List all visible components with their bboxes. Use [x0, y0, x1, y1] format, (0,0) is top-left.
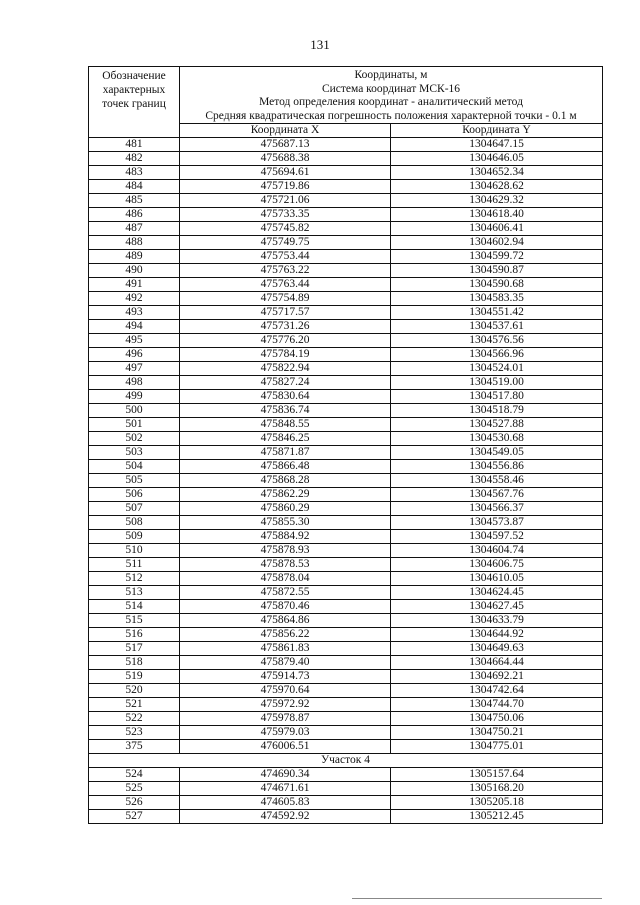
coord-x-cell: 475687.13 — [180, 138, 391, 152]
table-row — [89, 698, 603, 712]
coord-y-cell: 1304590.68 — [391, 278, 603, 292]
table-row — [89, 250, 603, 264]
coord-x-cell: 475878.53 — [180, 558, 391, 572]
coord-x-cell: 475878.93 — [180, 544, 391, 558]
coords-title: Координаты, м — [354, 69, 428, 81]
point-id-cell: 490 — [89, 264, 180, 278]
point-id-cell: 505 — [89, 474, 180, 488]
point-id-cell: 516 — [89, 628, 180, 642]
point-id-cell: 483 — [89, 166, 180, 180]
table-row — [89, 768, 603, 782]
coord-y-cell: 1304599.72 — [391, 250, 603, 264]
table-row — [89, 460, 603, 474]
coord-y-cell: 1304597.52 — [391, 530, 603, 544]
point-id-cell: 520 — [89, 684, 180, 698]
point-id-cell: 507 — [89, 502, 180, 516]
coord-y-cell: 1304606.41 — [391, 222, 603, 236]
coord-y-cell: 1304517.80 — [391, 390, 603, 404]
coord-x-cell: 475721.06 — [180, 194, 391, 208]
coord-y-cell: 1304633.79 — [391, 614, 603, 628]
coord-y-cell: 1304647.15 — [391, 138, 603, 152]
table-row — [89, 544, 603, 558]
section-row — [89, 754, 603, 768]
coord-x-cell: 475868.28 — [180, 474, 391, 488]
coord-y-cell: 1304604.74 — [391, 544, 603, 558]
point-id-cell: 495 — [89, 334, 180, 348]
table-row — [89, 488, 603, 502]
table-row — [89, 222, 603, 236]
coord-x-cell: 475753.44 — [180, 250, 391, 264]
point-id-cell: 519 — [89, 670, 180, 684]
coord-x-cell: 475884.92 — [180, 530, 391, 544]
coord-x-cell: 475862.29 — [180, 488, 391, 502]
coord-y-cell: 1304652.34 — [391, 166, 603, 180]
table-row — [89, 726, 603, 740]
table-row — [89, 502, 603, 516]
coord-x-cell: 475870.46 — [180, 600, 391, 614]
coord-x-cell: 475784.19 — [180, 348, 391, 362]
point-id-cell: 501 — [89, 418, 180, 432]
point-id-cell: 492 — [89, 292, 180, 306]
coord-y-cell: 1304537.61 — [391, 320, 603, 334]
table-row — [89, 474, 603, 488]
table-row — [89, 320, 603, 334]
coord-x-cell: 475860.29 — [180, 502, 391, 516]
coord-x-cell: 475861.83 — [180, 642, 391, 656]
coord-y-cell: 1304629.32 — [391, 194, 603, 208]
coord-y-cell: 1304692.21 — [391, 670, 603, 684]
point-id-cell: 502 — [89, 432, 180, 446]
coord-x-cell: 475848.55 — [180, 418, 391, 432]
table-row — [89, 138, 603, 152]
coord-y-cell: 1304530.68 — [391, 432, 603, 446]
coord-x-cell: 475856.22 — [180, 628, 391, 642]
table-row — [89, 684, 603, 698]
coord-y-cell: 1304566.37 — [391, 502, 603, 516]
section-label: Участок 4 — [89, 754, 603, 768]
point-id-cell: 481 — [89, 138, 180, 152]
point-id-cell: 493 — [89, 306, 180, 320]
table-row — [89, 796, 603, 810]
coord-y-cell: 1305205.18 — [391, 796, 603, 810]
table-row — [89, 670, 603, 684]
table-row — [89, 558, 603, 572]
coord-y-cell: 1304606.75 — [391, 558, 603, 572]
header-label-line: точек границ — [102, 98, 166, 110]
point-designation-header — [89, 67, 180, 138]
coord-x-cell: 475830.64 — [180, 390, 391, 404]
table-row — [89, 572, 603, 586]
header-label-line: характерных — [102, 84, 166, 96]
table-row — [89, 152, 603, 166]
table-row — [89, 418, 603, 432]
coord-y-cell: 1304566.96 — [391, 348, 603, 362]
coord-x-cell: 475878.04 — [180, 572, 391, 586]
table-row — [89, 180, 603, 194]
point-id-cell: 508 — [89, 516, 180, 530]
coord-x-cell: 474671.61 — [180, 782, 391, 796]
coord-y-cell: 1304627.45 — [391, 600, 603, 614]
table-row — [89, 600, 603, 614]
coord-x-cell: 475749.75 — [180, 236, 391, 250]
table-row — [89, 614, 603, 628]
coord-x-cell: 475972.92 — [180, 698, 391, 712]
coord-y-cell: 1304556.86 — [391, 460, 603, 474]
coord-y-cell: 1304610.05 — [391, 572, 603, 586]
coord-y-cell: 1304558.46 — [391, 474, 603, 488]
coord-method: Метод определения координат - аналитический метод — [259, 96, 523, 108]
point-id-cell: 514 — [89, 600, 180, 614]
coord-y-cell: 1304649.63 — [391, 642, 603, 656]
point-id-cell: 515 — [89, 614, 180, 628]
point-id-cell: 512 — [89, 572, 180, 586]
coord-x-cell: 475763.22 — [180, 264, 391, 278]
point-id-cell: 482 — [89, 152, 180, 166]
coord-y-cell: 1304628.62 — [391, 180, 603, 194]
col-x-header: Координата X — [180, 124, 391, 138]
coord-x-cell: 475719.86 — [180, 180, 391, 194]
table-row — [89, 292, 603, 306]
point-id-cell: 503 — [89, 446, 180, 460]
coord-x-cell: 474592.92 — [180, 810, 391, 824]
point-id-cell: 509 — [89, 530, 180, 544]
point-id-cell: 524 — [89, 768, 180, 782]
coordinates-table — [88, 66, 603, 824]
coord-x-cell: 476006.51 — [180, 740, 391, 754]
coord-x-cell: 475879.40 — [180, 656, 391, 670]
coord-x-cell: 475855.30 — [180, 516, 391, 530]
table-row — [89, 362, 603, 376]
coord-x-cell: 475763.44 — [180, 278, 391, 292]
coord-system: Система координат МСК-16 — [321, 82, 461, 95]
coord-y-cell: 1304750.21 — [391, 726, 603, 740]
coord-y-cell: 1304551.42 — [391, 306, 603, 320]
coord-x-cell: 475733.35 — [180, 208, 391, 222]
coord-x-cell: 475871.87 — [180, 446, 391, 460]
point-id-cell: 486 — [89, 208, 180, 222]
point-id-cell: 487 — [89, 222, 180, 236]
point-id-cell: 527 — [89, 810, 180, 824]
coord-y-cell: 1304744.70 — [391, 698, 603, 712]
coord-y-cell: 1304583.35 — [391, 292, 603, 306]
table-row — [89, 208, 603, 222]
coord-x-cell: 475822.94 — [180, 362, 391, 376]
coord-y-cell: 1304567.76 — [391, 488, 603, 502]
page-number: 131 — [310, 37, 330, 52]
table-header-row — [89, 67, 603, 124]
point-id-cell: 510 — [89, 544, 180, 558]
coord-y-cell: 1304624.45 — [391, 586, 603, 600]
point-id-cell: 375 — [89, 740, 180, 754]
coord-x-cell: 475827.24 — [180, 376, 391, 390]
coord-y-cell: 1304524.01 — [391, 362, 603, 376]
coord-x-cell: 475846.25 — [180, 432, 391, 446]
coord-y-cell: 1304618.40 — [391, 208, 603, 222]
coord-y-cell: 1304519.00 — [391, 376, 603, 390]
table-row — [89, 236, 603, 250]
coord-x-cell: 475866.48 — [180, 460, 391, 474]
coord-x-cell: 475688.38 — [180, 152, 391, 166]
coord-y-cell: 1304775.01 — [391, 740, 603, 754]
point-id-cell: 521 — [89, 698, 180, 712]
table-row — [89, 432, 603, 446]
coord-accuracy: Средняя квадратическая погрешность положения характерной точки - 0.1 м — [205, 109, 577, 122]
point-id-cell: 500 — [89, 404, 180, 418]
point-id-cell: 484 — [89, 180, 180, 194]
table-row — [89, 516, 603, 530]
table-row — [89, 740, 603, 754]
table-row — [89, 278, 603, 292]
page-edge-line — [352, 898, 602, 899]
coord-y-cell: 1304576.56 — [391, 334, 603, 348]
coord-y-cell: 1305157.64 — [391, 768, 603, 782]
point-id-cell: 513 — [89, 586, 180, 600]
table-row — [89, 306, 603, 320]
table-row — [89, 656, 603, 670]
table-row — [89, 446, 603, 460]
coord-y-cell: 1304549.05 — [391, 446, 603, 460]
table-row — [89, 810, 603, 824]
coord-x-cell: 475978.87 — [180, 712, 391, 726]
table-row — [89, 782, 603, 796]
coord-y-cell: 1305168.20 — [391, 782, 603, 796]
coord-x-cell: 475914.73 — [180, 670, 391, 684]
coord-x-cell: 475745.82 — [180, 222, 391, 236]
coord-y-cell: 1304644.92 — [391, 628, 603, 642]
point-id-cell: 496 — [89, 348, 180, 362]
coord-y-cell: 1304573.87 — [391, 516, 603, 530]
table-row — [89, 628, 603, 642]
coord-y-cell: 1304518.79 — [391, 404, 603, 418]
point-id-cell: 518 — [89, 656, 180, 670]
point-id-cell: 489 — [89, 250, 180, 264]
table-row — [89, 348, 603, 362]
coord-x-cell: 475754.89 — [180, 292, 391, 306]
coordinates-header — [180, 67, 603, 124]
table-row — [89, 390, 603, 404]
coord-x-cell: 475864.86 — [180, 614, 391, 628]
coord-x-cell: 474605.83 — [180, 796, 391, 810]
table-row — [89, 586, 603, 600]
point-id-cell: 517 — [89, 642, 180, 656]
coord-y-cell: 1304527.88 — [391, 418, 603, 432]
table-row — [89, 194, 603, 208]
coord-y-cell: 1304590.87 — [391, 264, 603, 278]
coord-y-cell: 1304602.94 — [391, 236, 603, 250]
point-id-cell: 522 — [89, 712, 180, 726]
coord-y-cell: 1305212.45 — [391, 810, 603, 824]
point-id-cell: 499 — [89, 390, 180, 404]
point-id-cell: 497 — [89, 362, 180, 376]
table-row — [89, 264, 603, 278]
table-row — [89, 530, 603, 544]
coord-x-cell: 475872.55 — [180, 586, 391, 600]
coord-x-cell: 475979.03 — [180, 726, 391, 740]
point-id-cell: 498 — [89, 376, 180, 390]
coord-x-cell: 475836.74 — [180, 404, 391, 418]
coord-y-cell: 1304664.44 — [391, 656, 603, 670]
coord-x-cell: 475970.64 — [180, 684, 391, 698]
coord-x-cell: 475731.26 — [180, 320, 391, 334]
coord-x-cell: 475694.61 — [180, 166, 391, 180]
coord-x-cell: 475717.57 — [180, 306, 391, 320]
coord-y-cell: 1304750.06 — [391, 712, 603, 726]
point-id-cell: 523 — [89, 726, 180, 740]
point-id-cell: 504 — [89, 460, 180, 474]
point-id-cell: 491 — [89, 278, 180, 292]
point-id-cell: 506 — [89, 488, 180, 502]
table-row — [89, 376, 603, 390]
table-row — [89, 166, 603, 180]
table-row — [89, 334, 603, 348]
coord-y-cell: 1304646.05 — [391, 152, 603, 166]
table-row — [89, 712, 603, 726]
coord-x-cell: 474690.34 — [180, 768, 391, 782]
point-id-cell: 525 — [89, 782, 180, 796]
point-id-cell: 488 — [89, 236, 180, 250]
point-id-cell: 494 — [89, 320, 180, 334]
point-id-cell: 526 — [89, 796, 180, 810]
col-y-header: Координата Y — [391, 124, 603, 138]
table-row — [89, 404, 603, 418]
coord-y-cell: 1304742.64 — [391, 684, 603, 698]
point-id-cell: 485 — [89, 194, 180, 208]
coord-x-cell: 475776.20 — [180, 334, 391, 348]
header-label-line: Обозначение — [102, 70, 166, 82]
table-row — [89, 642, 603, 656]
point-id-cell: 511 — [89, 558, 180, 572]
